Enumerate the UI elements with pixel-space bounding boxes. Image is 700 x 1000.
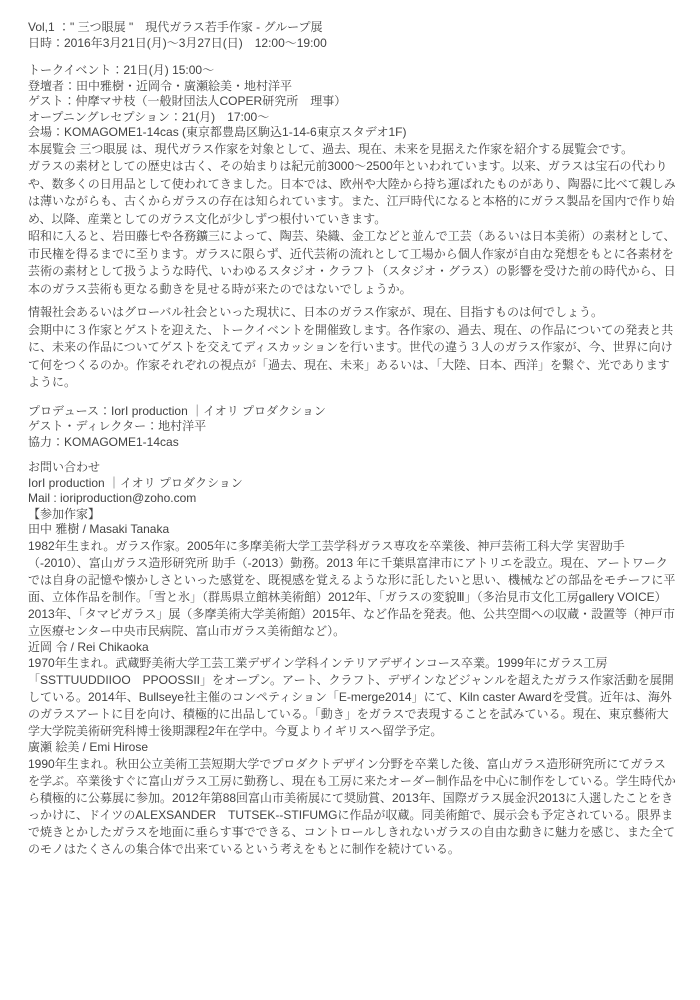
contact-block [28,460,676,507]
credits-block [28,404,676,451]
talk-event-block [28,63,676,110]
artist-bio-tanaka: 1982年生まれ。ガラス作家。2005年に多摩美術大学工芸学科ガラス専攻を卒業後、神戸芸術工科大学 実習助手（-2010）、富山ガラス造形研究所 助手（-2013）勤務。2013 年に千葉県富津市にアトリエを設立。現在、アートワークでは自身の記憶や懐かしさといった感覚を、既視感を覚えるような形に託したいと思い、機械などの部品をモチーフに平面、立体作品を制作。「雪と氷」（群馬県立館林美術館）2012年、「ガラスの変貌Ⅲ」（多治見市文化工房gallery VOICE）2013年、「タマビガラス」展（多摩美術大学美術館）2015年、など作品を発表。他、公共空間への収蔵・設置等（神戸市立医療センター中央市民病院、富山市ガラス美術館など）。 [28,538,676,638]
venue-line: 会場：KOMAGOME1-14cas (東京都豊島区駒込1-14-6東京スタデオ1F) [28,125,407,139]
artist-bio-chikaoka: 1970年生まれ。武蔵野美術大学工芸工業デザイン学科インテリアデザインコース卒業。1999年にガラス工房「SSTTUUDDIIOO PPOOSSII」をオープン。アート、クラフト、デザインなどジャンルを超えたガラス作家活動を展開している。2014年、Bullseye社主催のコンペティション「E-merge2014」にて、Kiln caster Awardを受賞。近年は、海外のガラスアートに目を向け、積極的に出品している。「動き」をガラスで表現することを試みている。現在、東京藝術大学大学院美術研究科博士後期課程2年在学中。今夏よりイギリスへ留学予定。 [28,656,674,738]
produce-line: プロデュース：IorI production ｜イオリ プロダクション [28,403,326,418]
speakers-line: 登壇者：田中雅樹・近岡令・廣瀬絵美・地村洋平 [28,78,293,93]
outlook-paragraph [28,304,676,392]
artist-name-tanaka: 田中 雅樹 / Masaki Tanaka [28,522,170,536]
artist-name-chikaoka: 近岡 令 / Rei Chikaoka [28,639,149,654]
artist-name-hirose: 廣瀬 絵美 / Emi Hirose [28,740,149,754]
intro-paragraph: 本展覧会 三つ眼展 は、現代ガラス作家を対象として、過去、現在、未来を見据えた作家を紹介する展覧会です。 [28,141,634,156]
cooperation-line: 協力：KOMAGOME1-14cas [28,434,179,449]
contact-company-line: IorI production ｜イオリ プロダクション [28,475,243,490]
history-paragraph-1: ガラスの素材としての歴史は古く、その始まりは紀元前3000〜2500年といわれています。以来、ガラスは宝石の代わりや、数多くの日用品として使われてきました。日本では、欧州や大陸から持ち運ばれたものがあり、陶器に比べて親しみは薄いながらも、古くからガラスの存在は知られています。また、江戸時代になると本格的にガラス製品を国内で作り始め、以降、産業としてのガラス文化が少しずつ根付いていきます。 [28,159,676,226]
outlook-body: 会期中に３作家とゲストを迎えた、トークイベントを開催致します。各作家の、過去、現在、の作品についての発表と共に、未来の作品についてゲストを交えてディスカッションを行います。世代の違う３人のガラス作家が、今、世界に向けて何をつくるのか。作家それぞれの視点が「過去、現在、未来」あるいは、「大陸、日本、西洋」を繋ぐ、光でありますように。 [28,322,674,389]
page-title: Vol,1 ：" 三つ眼展 " 現代ガラス若手作家 - グループ展 [28,20,323,34]
artist-bio-hirose: 1990年生まれ。秋田公立美術工芸短期大学でプロダクトデザイン分野を卒業した後、富山ガラス造形研究所にてガラスを学ぶ。卒業後すぐに富山ガラス工房に勤務し、現在も工房に来たオーダー制作品を中心に制作をしている。学生時代から積極的に公募展に参加。2012年第88回富山市美術展にて奨励賞、2013年、国際ガラス展金沢2013に入選したことをきっかけに、ドイツのALEXSANDER TUTSEK--STIFUMGに作品が収蔵。同美術館で、展示会も予定されている。限界まで焼きとかしたガラスを地面に垂らす事でできる、コントロールしきれないガラスの自由な動きに魅力を感じ、また全てのモノはたくさんの集合体で出来ているという考えをもとに制作を続けている。 [28,756,676,856]
outlook-question-line: 情報社会あるいはグローバル社会といった現状に、日本のガラス作家が、現在、目指すものは何でしょう。 [28,305,604,319]
contact-mail-line: Mail : ioriproduction@zoho.com [28,491,197,505]
talk-guest-line: ゲスト：仲摩マサ枝（一般財団法人COPER研究所 理事） [28,94,347,108]
guest-director-line: ゲスト・ディレクター：地村洋平 [28,419,207,433]
contact-heading: お問い合わせ [28,460,101,474]
talk-event-line: トークイベント：21日(月) 15:00〜 [28,63,215,77]
date-line: 日時：2016年3月21日(月)〜3月27日(日) 12:00〜19:00 [28,35,327,50]
history-paragraph-2: 昭和に入ると、岩田藤七や各務鑛三によって、陶芸、染織、金工などと並んで工芸（あるいは日本美術）の素材として、市民権を得るまでに至ります。ガラスに限らず、近代芸術の流れとして工場から個人作家が自由な発想をもとに各素材を芸術の素材として扱うような時代、いわゆるスタジオ・クラフト（スタジオ・グラス）の影響を受けた前の時代から、日本のガラス芸術も更なる動きを見せる時が来たのではないでしょうか。 [28,229,676,296]
participants-heading: 【参加作家】 [28,506,101,521]
reception-line: オープニングレセプション：21(月) 17:00〜 [28,109,270,124]
